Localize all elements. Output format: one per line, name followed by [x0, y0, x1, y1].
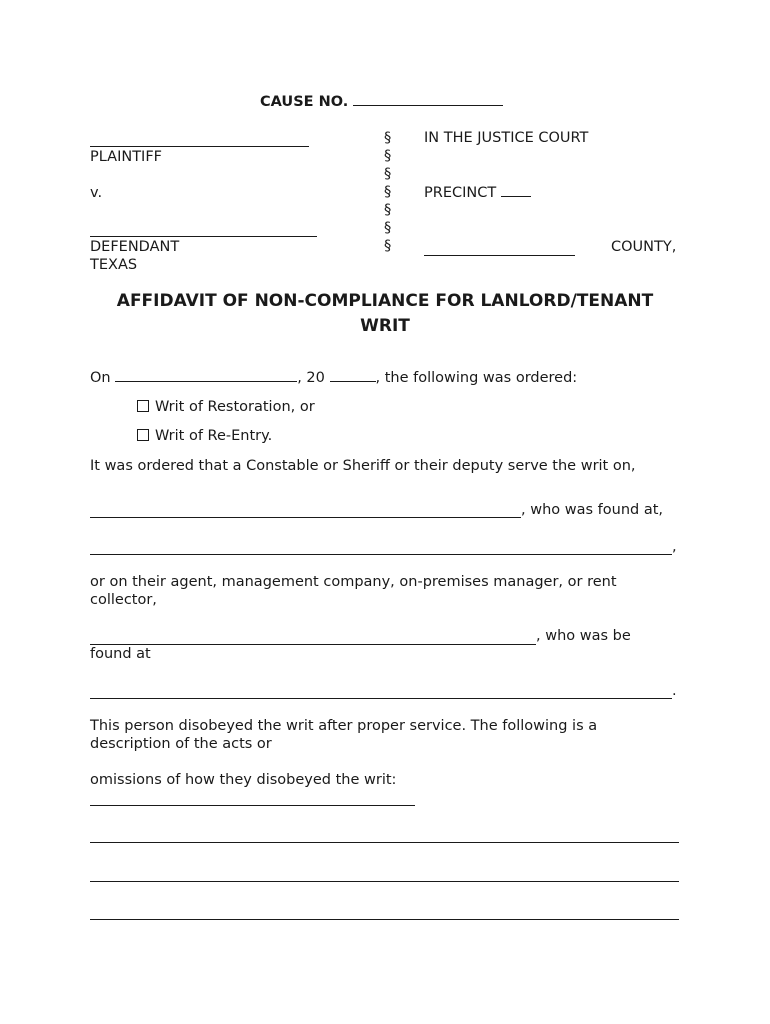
address-comma: ,	[672, 539, 677, 555]
order-date-line	[90, 369, 577, 387]
year-blank[interactable]	[330, 369, 376, 382]
order-date-blank[interactable]	[115, 369, 297, 382]
writ-reentry-label: Writ of Re-Entry.	[155, 428, 273, 444]
agent-text-2: collector,	[90, 592, 157, 608]
precinct-line	[424, 184, 531, 202]
precinct-label: PRECINCT	[424, 185, 497, 201]
writ-restoration-checkbox[interactable]	[137, 400, 149, 412]
county-label: COUNTY,	[611, 239, 677, 255]
found-at-2-text: found at	[90, 646, 151, 662]
cause-number-line	[260, 93, 503, 111]
be-found-text: , who was be	[536, 628, 631, 644]
omissions-blank-3[interactable]	[90, 881, 679, 882]
versus-label: v.	[90, 185, 103, 201]
address-period: .	[672, 683, 677, 699]
disobeyed-text-1: This person disobeyed the writ after proper service. The following is a	[90, 718, 598, 734]
omissions-blank-4[interactable]	[90, 919, 679, 920]
plaintiff-blank[interactable]	[90, 146, 309, 147]
on-label: On	[90, 370, 111, 386]
document-title	[90, 289, 680, 339]
omissions-blank-2[interactable]	[90, 842, 679, 843]
county-blank[interactable]	[424, 255, 575, 256]
omissions-text: omissions of how they disobeyed the writ:	[90, 772, 397, 788]
ordered-suffix: , the following was ordered:	[375, 370, 578, 386]
section-symbol: §	[384, 220, 392, 236]
section-symbol: §	[384, 148, 392, 164]
agent-blank[interactable]	[90, 644, 536, 645]
plaintiff-label: PLAINTIFF	[90, 149, 163, 165]
writ-restoration-label: Writ of Restoration, or	[155, 399, 315, 415]
address-blank[interactable]	[90, 554, 672, 555]
writ-reentry-checkbox[interactable]	[137, 429, 149, 441]
section-symbol: §	[384, 166, 392, 182]
writ-reentry-option[interactable]	[137, 427, 272, 445]
defendant-label: DEFENDANT	[90, 239, 180, 255]
cause-number-label: CAUSE NO.	[260, 94, 349, 110]
section-symbol: §	[384, 130, 392, 146]
cause-number-blank[interactable]	[353, 93, 503, 106]
state-label: TEXAS	[90, 257, 138, 273]
served-person-blank[interactable]	[90, 517, 521, 518]
served-text: It was ordered that a Constable or Sheriff or their deputy serve the writ on,	[90, 458, 636, 474]
section-symbol: §	[384, 238, 392, 254]
writ-restoration-option[interactable]	[137, 398, 315, 416]
section-symbol: §	[384, 202, 392, 218]
title-line-1: AFFIDAVIT OF NON-COMPLIANCE FOR LANLORD/TENANT	[116, 291, 654, 311]
defendant-blank[interactable]	[90, 236, 317, 237]
court-label: IN THE JUSTICE COURT	[424, 130, 589, 146]
omissions-blank-1[interactable]	[90, 805, 415, 806]
found-at-text: , who was found at,	[521, 502, 664, 518]
disobeyed-text-2: description of the acts or	[90, 736, 272, 752]
year-prefix: , 20	[297, 370, 325, 386]
precinct-blank[interactable]	[501, 184, 531, 197]
section-symbol: §	[384, 184, 392, 200]
title-line-2: WRIT	[360, 316, 410, 336]
agent-address-blank[interactable]	[90, 698, 672, 699]
agent-text-1: or on their agent, management company, on-premises manager, or rent	[90, 574, 617, 590]
